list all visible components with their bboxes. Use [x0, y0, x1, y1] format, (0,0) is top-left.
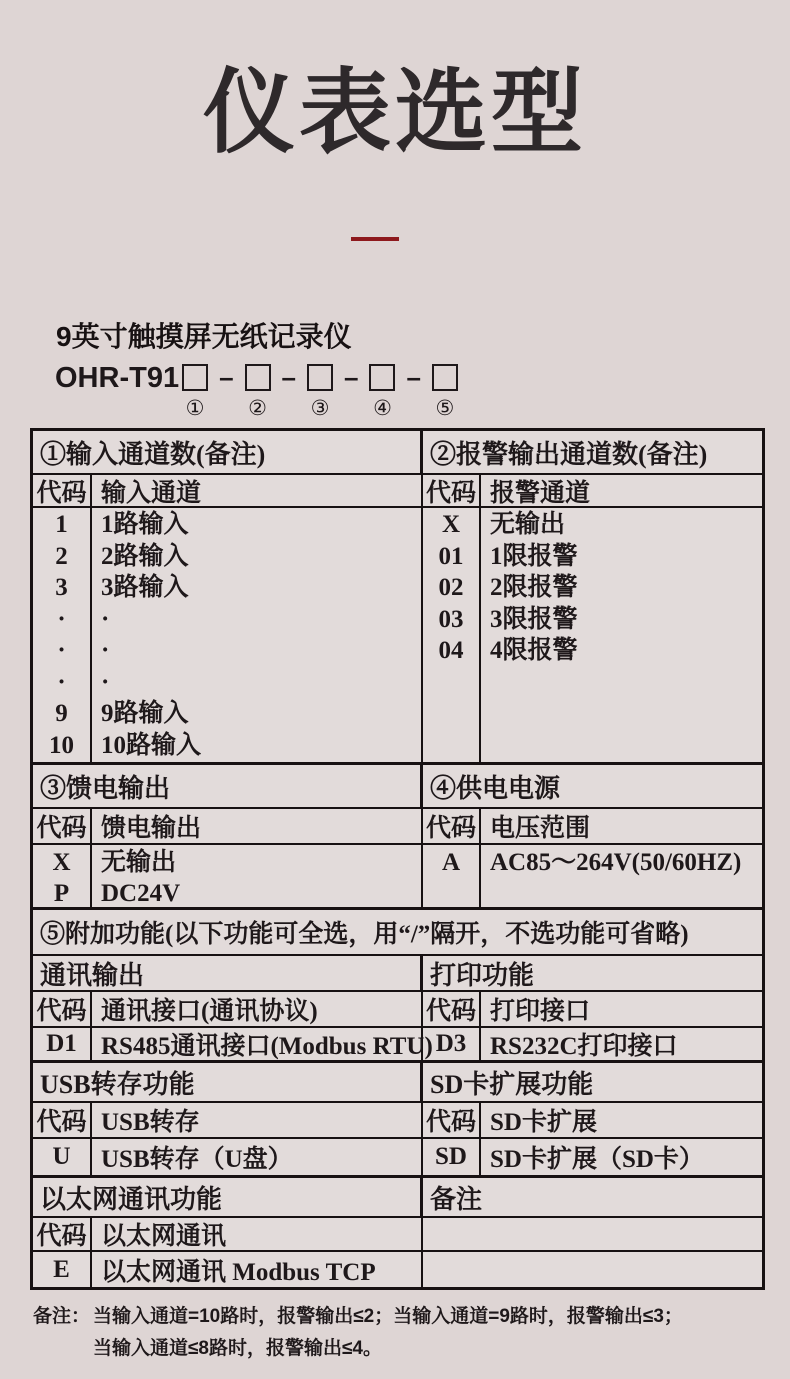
s5c-code: U: [33, 1139, 92, 1175]
s3-value-header: 馈电输出: [101, 815, 202, 842]
s4-labels: AC85～264V(50/60HZ): [490, 849, 742, 876]
s5e-value-header: 以太网通讯: [101, 1223, 227, 1250]
s5e-code-header: 代码: [33, 1218, 92, 1250]
s5a-label: RS485通讯接口(Modbus RTU): [101, 1033, 433, 1060]
s3-labels: 无输出 DC24V: [101, 849, 181, 907]
model-slot-5: [432, 364, 458, 419]
s5b-code: D3: [423, 1028, 481, 1060]
ethernet-data-row: [33, 1250, 762, 1287]
model-slot-3: [307, 364, 333, 419]
usb-sd-data-row: [33, 1137, 762, 1175]
model-slot-box-3: [307, 364, 333, 391]
footnote: [33, 1301, 683, 1365]
s5d-value-header: SD卡扩展: [490, 1109, 597, 1136]
remark-empty-cell: [423, 1252, 762, 1287]
section-3-4-column-header-row: [33, 807, 762, 843]
s4-value-header: 电压范围: [490, 815, 591, 842]
s5b-label: RS232C打印接口: [490, 1033, 678, 1060]
dash-separator: –: [344, 362, 359, 392]
model-slot-box-1: [182, 364, 208, 391]
s5d-code-header: 代码: [423, 1103, 481, 1137]
s4-code-header: 代码: [423, 809, 481, 843]
model-slot-2: [245, 364, 271, 419]
s2-code-header: 代码: [423, 475, 481, 506]
usb-sd-column-header-row: [33, 1101, 762, 1137]
s5c-value-header: USB转存: [101, 1109, 200, 1136]
s5e-code: E: [33, 1252, 92, 1287]
model-slot-label-5: ⑤: [435, 396, 455, 420]
ethernet-remark-header-row: [33, 1175, 762, 1216]
s5a-code-header: 代码: [33, 992, 92, 1026]
footnote-text: 当输入通道=10路时，报警输出≤2；当输入通道=9路时，报警输出≤3； 当输入通道≤8路时，报警输出≤4。: [93, 1306, 683, 1359]
s1-value-header: 输入通道: [101, 479, 202, 507]
page-title: 仪表选型: [202, 62, 587, 164]
s5d-label: SD卡扩展（SD卡）: [490, 1146, 704, 1173]
title-underline: [351, 237, 399, 241]
s5e-label: 以太网通讯 Modbus TCP: [101, 1258, 376, 1286]
usb-function-title: USB转存功能: [33, 1063, 423, 1101]
s5c-label: USB转存（U盘）: [101, 1146, 293, 1173]
s3-code-header: 代码: [33, 809, 92, 843]
model-slot-box-4: [369, 364, 395, 391]
s4-codes: A: [423, 845, 481, 907]
ethernet-column-header-row: [33, 1216, 762, 1250]
dash-separator: –: [406, 362, 421, 392]
s5a-code: D1: [33, 1028, 92, 1060]
model-slot-label-1: ①: [185, 396, 205, 420]
s5d-code: SD: [423, 1139, 481, 1175]
model-code-line: [55, 364, 458, 419]
remark-empty-cell: [423, 1218, 762, 1250]
dash-separator: –: [281, 362, 297, 392]
s5b-code-header: 代码: [423, 992, 481, 1026]
remark-title: 备注: [430, 1184, 483, 1214]
selection-table: [30, 428, 765, 1290]
s1-labels: 1路输入 2路输入 3路输入 · · · 9路输入 10路输入: [101, 511, 202, 759]
s2-value-header: 报警通道: [490, 479, 591, 507]
model-prefix: OHR-T91: [55, 362, 180, 394]
section-4-title: ④供电电源: [430, 773, 561, 803]
comm-print-column-header-row: [33, 990, 762, 1026]
dash-separator: –: [219, 362, 234, 392]
s1-codes: 1 2 3 · · · 9 10: [33, 508, 92, 762]
ethernet-function-title: 以太网通讯功能: [33, 1178, 423, 1216]
product-subtitle: 9英寸触摸屏无纸记录仪: [56, 321, 352, 352]
section-1-2-data-row: [33, 506, 762, 762]
section-3-title: ③馈电输出: [33, 765, 423, 807]
section-5-header-row: [33, 907, 762, 954]
section-5-title: ⑤附加功能(以下功能可全选，用“/”隔开，不选功能可省略): [40, 921, 689, 948]
section-2-title: ②报警输出通道数(备注): [430, 439, 708, 469]
s5c-code-header: 代码: [33, 1103, 92, 1137]
s5b-value-header: 打印接口: [490, 998, 591, 1025]
model-slot-box-5: [432, 364, 458, 391]
s2-labels: 无输出 1限报警 2限报警 3限报警 4限报警: [490, 511, 578, 664]
section-3-4-data-row: [33, 843, 762, 907]
section-3-4-header-row: [33, 762, 762, 807]
section-1-title: ①输入通道数(备注): [33, 431, 423, 473]
s1-code-header: 代码: [33, 475, 92, 506]
sd-function-title: SD卡扩展功能: [430, 1069, 594, 1099]
model-slot-box-2: [245, 364, 271, 391]
footnote-label: 备注：: [33, 1306, 91, 1327]
comm-output-title: 通讯输出: [33, 956, 423, 990]
s2-codes: X 01 02 03 04: [423, 508, 481, 762]
section-1-2-column-header-row: [33, 473, 762, 506]
section-1-2-header-row: [33, 431, 762, 473]
s3-codes: X P: [33, 845, 92, 907]
print-function-title: 打印功能: [430, 960, 535, 990]
model-slot-label-2: ②: [248, 396, 267, 420]
model-slot-label-4: ④: [373, 396, 392, 420]
comm-print-data-row: [33, 1026, 762, 1060]
usb-sd-header-row: [33, 1060, 762, 1101]
model-slot-4: [369, 364, 395, 419]
comm-print-header-row: [33, 954, 762, 990]
s5a-value-header: 通讯接口(通讯协议): [101, 998, 318, 1025]
model-slot-label-3: ③: [310, 396, 330, 420]
model-slot-1: [182, 364, 208, 419]
